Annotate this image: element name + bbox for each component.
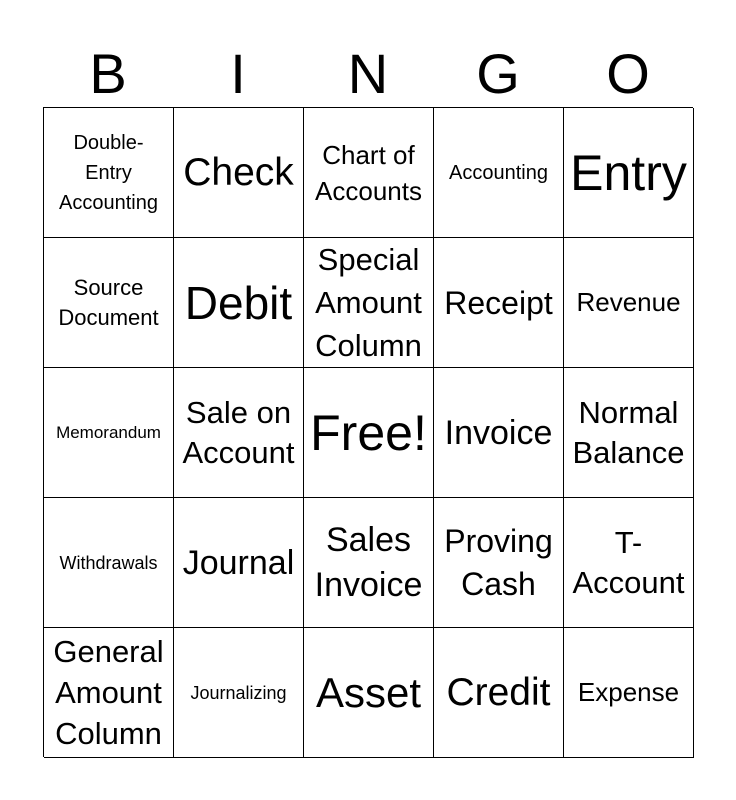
bingo-cell-r4c3[interactable] [304,498,434,628]
cell-label: Receipt [444,284,553,321]
cell-label: Invoice [444,413,553,452]
bingo-cell-r2c5[interactable] [564,238,694,368]
cell-label: T- Account [572,524,685,600]
bingo-header [43,40,693,108]
bingo-cell-r2c2[interactable] [174,238,304,368]
bingo-cell-r1c4[interactable] [434,108,564,238]
bingo-cell-r3c4[interactable] [434,368,564,498]
bingo-cell-r3c5[interactable] [564,368,694,498]
bingo-cell-r1c5[interactable] [564,108,694,238]
cell-label: Proving Cash [444,522,553,602]
header-letter-n: N [347,42,389,105]
cell-label: Normal Balance [572,394,685,470]
cell-label: General Amount Column [53,634,164,751]
cell-label: Free! [310,404,427,461]
cell-label: Source Document [58,274,159,330]
header-letter-i: I [230,42,246,105]
bingo-cell-r4c4[interactable] [434,498,564,628]
bingo-cell-r4c1[interactable] [44,498,174,628]
cell-label: Special Amount Column [315,242,422,363]
cell-label: Sales Invoice [314,520,423,604]
bingo-cell-r2c3[interactable] [304,238,434,368]
bingo-cell-r5c5[interactable] [564,628,694,758]
bingo-cell-r2c4[interactable] [434,238,564,368]
cell-label: Check [183,150,294,194]
header-letter-b: B [89,42,127,105]
cell-label: Sale on Account [182,394,295,470]
bingo-board [43,107,693,757]
cell-label: Revenue [576,287,681,317]
bingo-cell-r5c2[interactable] [174,628,304,758]
bingo-cell-r1c3[interactable] [304,108,434,238]
bingo-cell-r4c5[interactable] [564,498,694,628]
header-letter-o: O [606,42,650,105]
cell-label: Memorandum [56,422,161,442]
header-letter-g: G [476,42,520,105]
cell-label: Credit [446,670,551,714]
cell-label: Asset [315,668,422,716]
cell-label: Chart of Accounts [315,139,422,206]
bingo-cell-r3c2[interactable] [174,368,304,498]
bingo-cell-r1c1[interactable] [44,108,174,238]
cell-label: Debit [184,276,293,329]
bingo-cell-r5c3[interactable] [304,628,434,758]
bingo-cell-r2c1[interactable] [44,238,174,368]
cell-label: Accounting [449,161,548,184]
cell-label: Journal [182,543,295,582]
cell-label: Double- Entry Accounting [59,131,158,214]
bingo-cell-r1c2[interactable] [174,108,304,238]
cell-label: Expense [577,677,680,707]
bingo-cell-r4c2[interactable] [174,498,304,628]
bingo-cell-r3c3[interactable] [304,368,434,498]
bingo-cell-r5c4[interactable] [434,628,564,758]
bingo-cell-r5c1[interactable] [44,628,174,758]
cell-label: Journalizing [190,682,287,703]
cell-label: Entry [570,144,687,201]
cell-label: Withdrawals [59,552,158,573]
bingo-cell-r3c1[interactable] [44,368,174,498]
